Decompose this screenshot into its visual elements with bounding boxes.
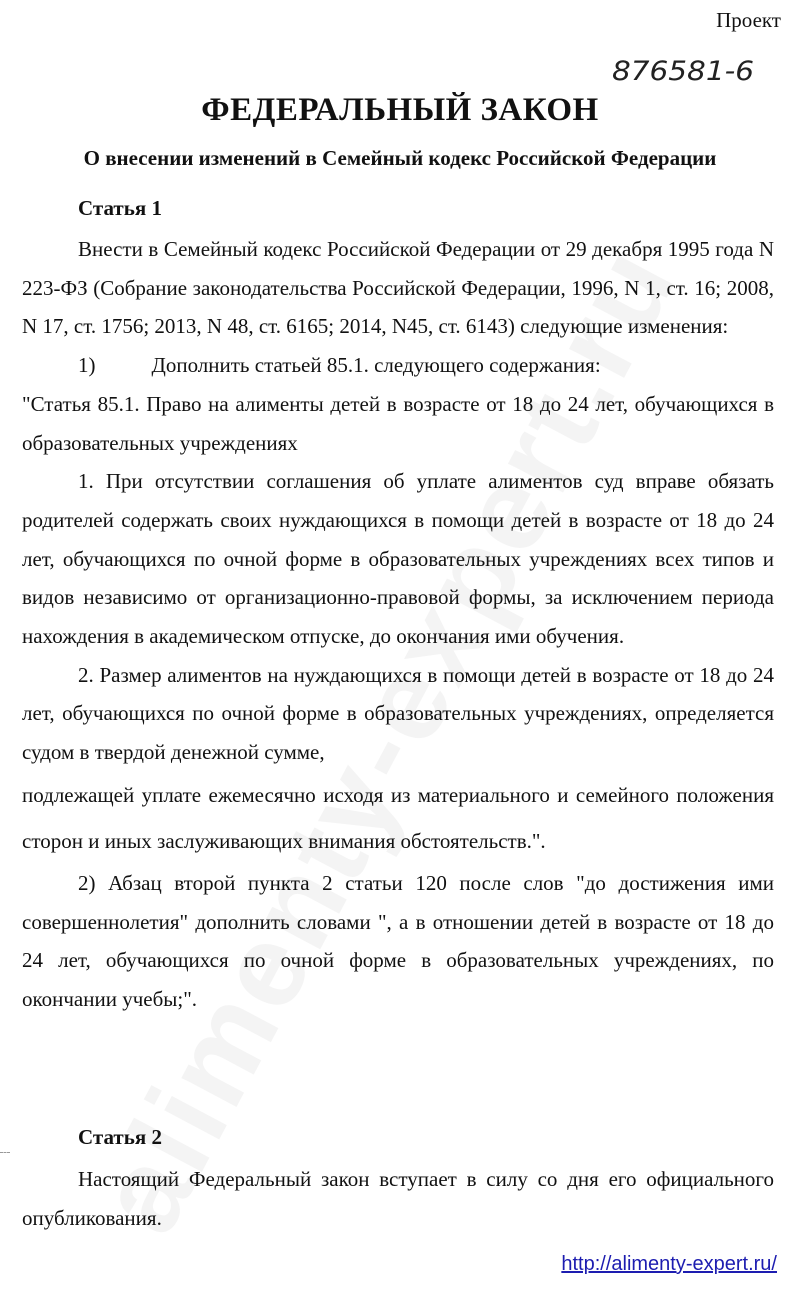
article-2-text: Настоящий Федеральный закон вступает в силу со дня его официального опубликования.: [22, 1167, 774, 1230]
article-2-heading: Статья 2: [78, 1125, 162, 1149]
new-article-title: "Статья 85.1. Право на алименты детей в возрасте от 18 до 24 лет, обучающихся в образовательных учреждениях: [22, 391, 774, 455]
article-1-item-1: [22, 346, 774, 385]
item-1-text: Дополнить статьей 85.1. следующего содержания:: [151, 353, 601, 378]
source-link[interactable]: http://alimenty-expert.ru/: [561, 1253, 777, 1275]
item-1-number: 1): [78, 353, 96, 378]
clause-2-part-2: подлежащей уплате ежемесячно исходя из материального и семейного положения сторон и иных заслуживающих внимания обстоятельств.".: [22, 782, 774, 853]
article-1-body: [22, 230, 774, 1019]
clause-1: 1. При отсутствии соглашения об уплате алиментов суд вправе обязать родителей содержать своих нуждающихся в помощи детей в возрасте от 18 до 24 лет, обучающихся по очной форме в образовательных учреждениях всех типов и видов независимо от организационно-правовой формы, за исключением периода нахождения в академическом отпуске, до окончания ими обучения.: [22, 469, 774, 649]
document-subtitle: О внесении изменений в Семейный кодекс Российской Федерации: [83, 146, 717, 170]
handwritten-bill-number-text: 876581-6: [612, 56, 754, 87]
article-1-intro: Внести в Семейный кодекс Российской Федерации от 29 декабря 1995 года N 223-ФЗ (Собрание законодательства Российской Федерации, 1996, N 1, ст. 16; 2008, N 17, ст. 1756; 2013, N 48, ст. 6165; 2014, N45, ст. 6143) следующие изменения:: [22, 237, 774, 339]
article-2-body: [22, 1160, 774, 1237]
margin-mark: [0, 1152, 10, 1153]
handwritten-bill-number: [612, 52, 762, 88]
article-1-item-2: 2) Абзац второй пункта 2 статьи 120 после слов "до достижения ими совершеннолетия" дополнить словами ", а в отношении детей в возрасте от 18 до 24 лет, обучающихся по очной форме в образовательных учреждениях, по окончании учебы;".: [22, 870, 774, 1011]
document-title: ФЕДЕРАЛЬНЫЙ ЗАКОН: [201, 92, 599, 128]
article-1-heading: Статья 1: [78, 196, 162, 220]
draft-label: Проект: [716, 8, 781, 32]
clause-2-part-1: 2. Размер алиментов на нуждающихся в помощи детей в возрасте от 18 до 24 лет, обучающихся по очной форме в образовательных учреждениях, определяется судом в твердой денежной сумме,: [22, 662, 774, 765]
